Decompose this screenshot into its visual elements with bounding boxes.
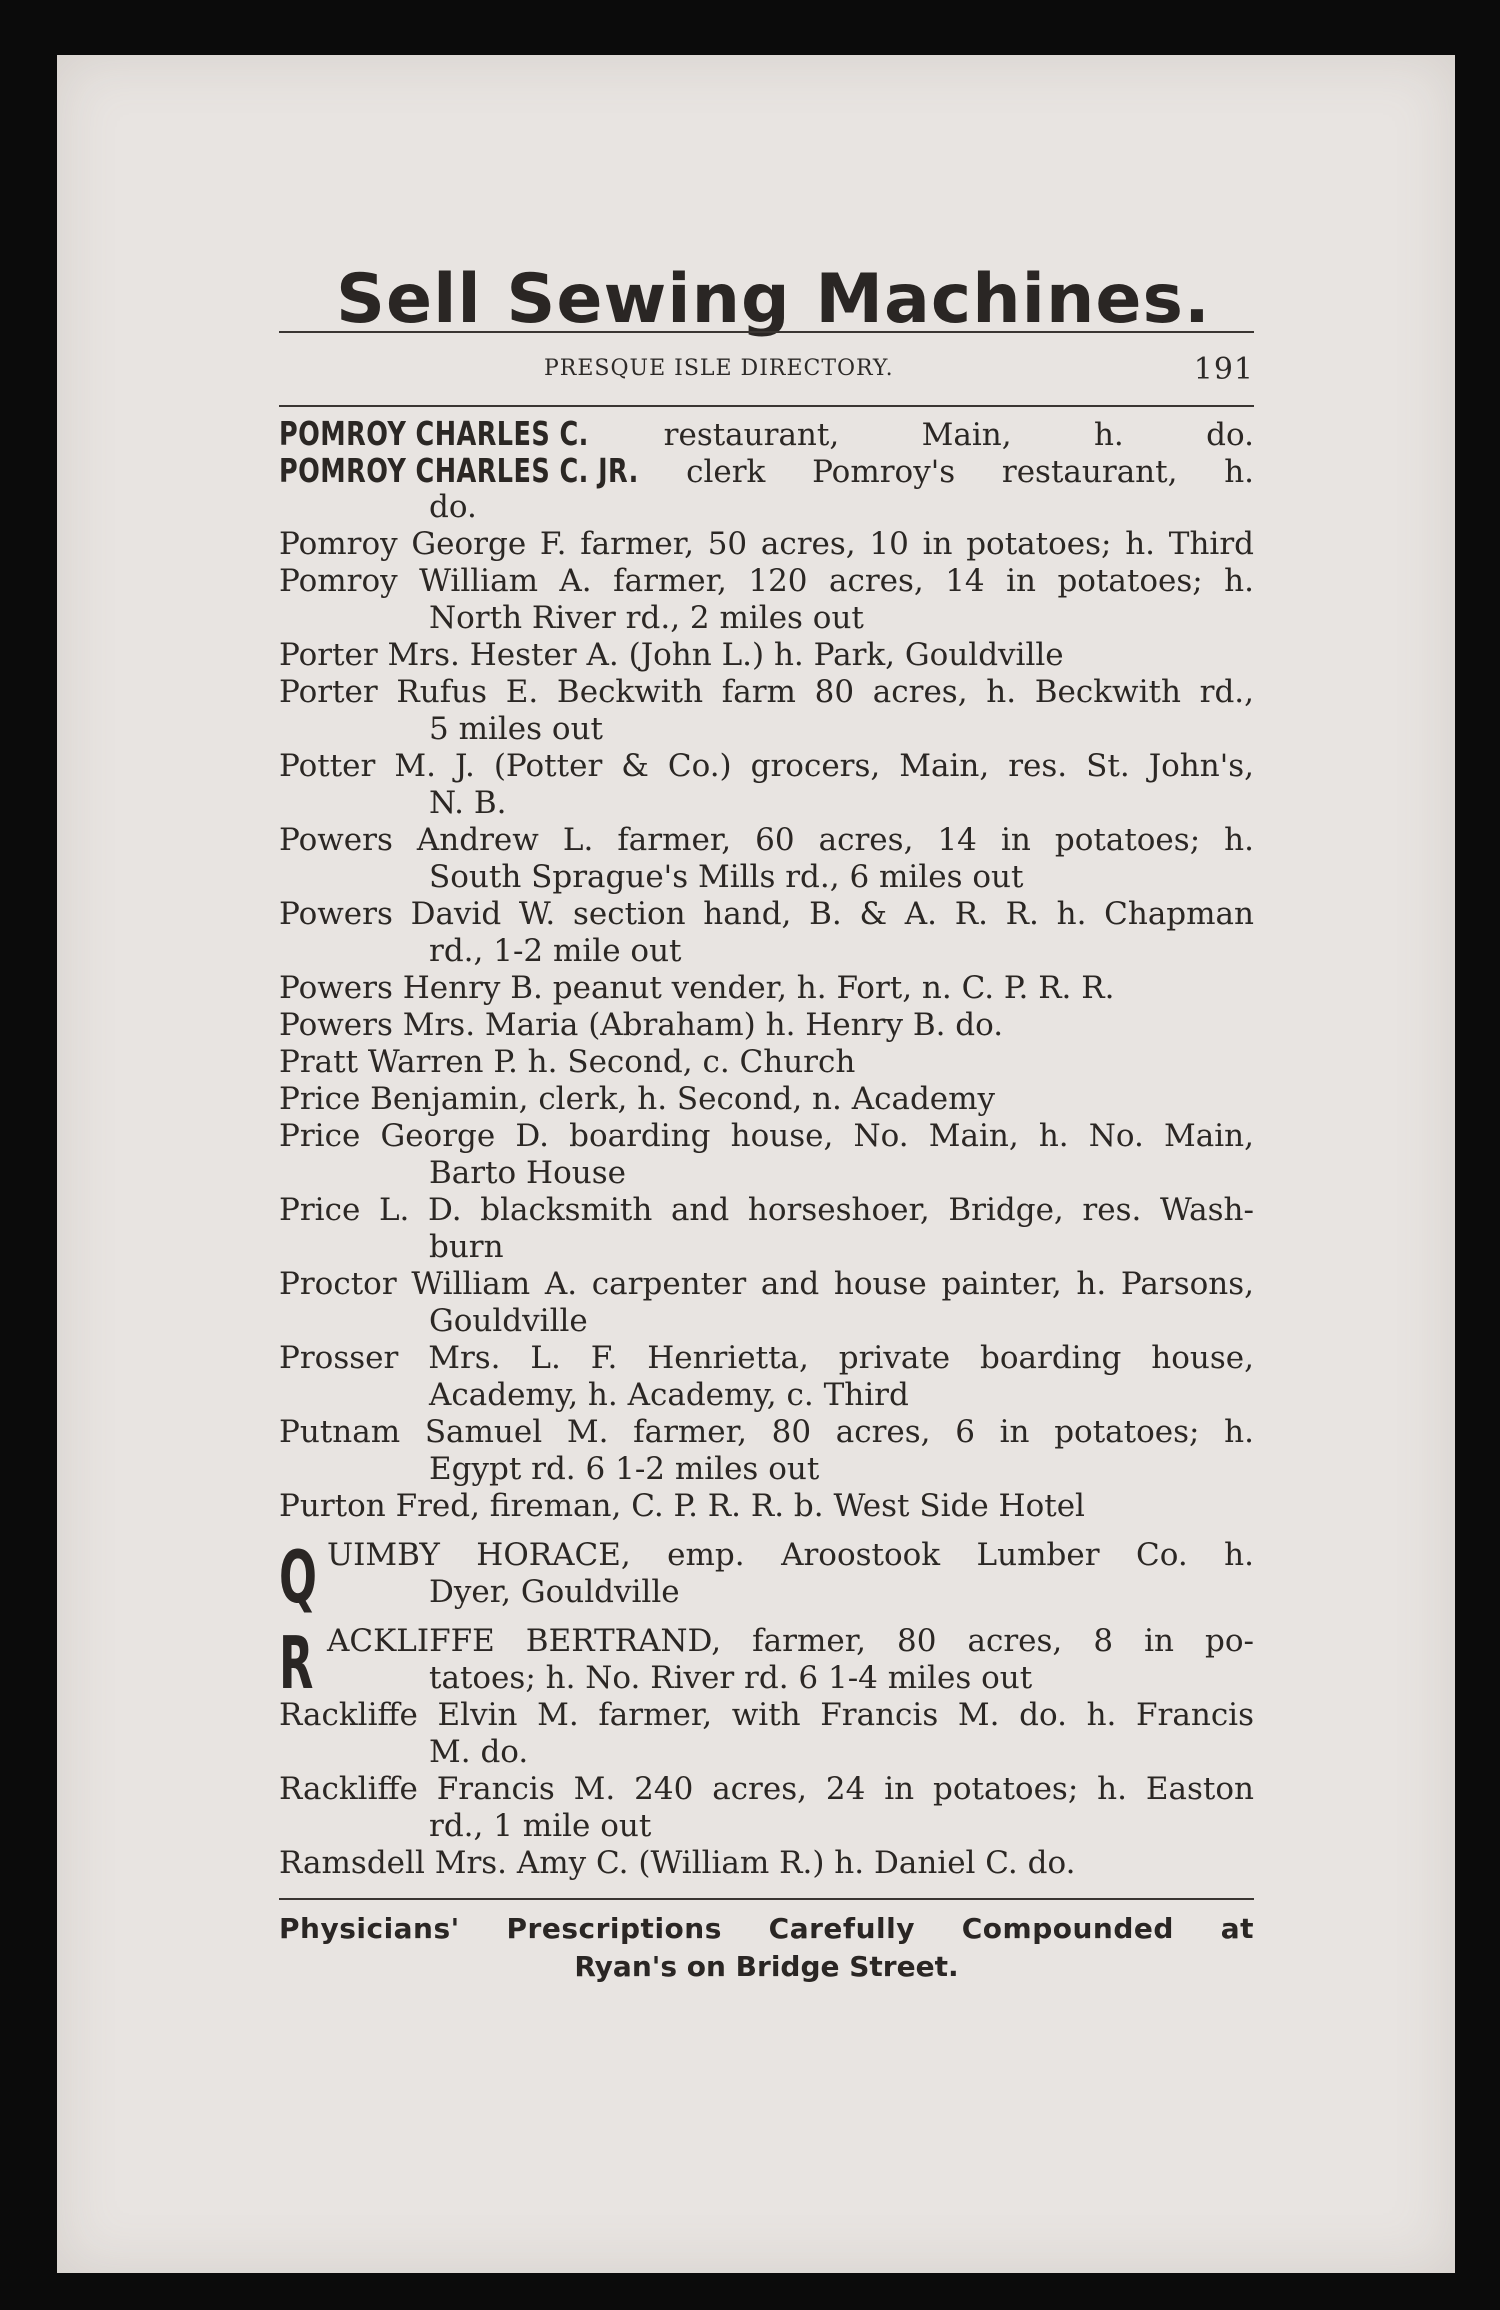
running-title: PRESQUE ISLE DIRECTORY. [544,356,894,381]
directory-entries [279,415,1254,1882]
directory-entry [279,1266,1254,1340]
running-head-rule [279,405,1254,407]
entry-text: Price George D. boarding house, No. Main, h. No. Main, [279,1118,1254,1154]
directory-entry [279,1081,1254,1118]
entry-name-bold: POMROY CHARLES C. [279,415,589,452]
entry-continuation: South Sprague's Mills rd., 6 miles out [429,859,1024,895]
entry-continuation: N. B. [429,785,507,821]
entry-continuation: 5 miles out [429,711,603,747]
entry-text: restaurant, Main, h. do. [663,417,1254,452]
directory-entry [279,637,1254,674]
drop-capital: R [279,1621,314,1705]
entry-text: Porter Mrs. Hester A. (John L.) h. Park, Gouldville [279,637,1064,673]
entry-text: Pomroy William A. farmer, 120 acres, 14 in potatoes; h. [279,563,1254,599]
footer-ad-line2: Ryan's on Bridge Street. [574,1950,959,1983]
entry-text: Pratt Warren P. h. Second, c. Church [279,1044,856,1080]
directory-entry [279,1340,1254,1414]
entry-continuation: burn [429,1229,504,1265]
entry-text: Ramsdell Mrs. Amy C. (William R.) h. Daniel C. do. [279,1845,1076,1881]
directory-entry [279,1771,1254,1845]
entry-text: Powers David W. section hand, B. & A. R. R. h. Chapman [279,896,1254,932]
directory-entry [279,415,1254,452]
header-rule [279,331,1254,333]
entry-text: Porter Rufus E. Beckwith farm 80 acres, h. Beckwith rd., [279,674,1254,710]
entry-text: Potter M. J. (Potter & Co.) grocers, Main, res. St. John's, [279,748,1254,784]
entry-continuation: rd., 1 mile out [429,1808,652,1844]
entry-text: Powers Andrew L. farmer, 60 acres, 14 in potatoes; h. [279,822,1254,858]
entry-text: UIMBY HORACE, emp. Aroostook Lumber Co. h. [327,1537,1254,1573]
entry-continuation: Gouldville [429,1303,588,1339]
directory-entry [279,1192,1254,1266]
entry-text: clerk Pomroy's restaurant, h. [686,454,1254,489]
directory-entry [279,1488,1254,1525]
directory-entry [279,1414,1254,1488]
entry-continuation: rd., 1-2 mile out [429,933,682,969]
entry-text: Price Benjamin, clerk, h. Second, n. Academy [279,1081,996,1117]
directory-entry [279,1007,1254,1044]
drop-capital: Q [279,1535,317,1619]
entry-text: Rackliffe Elvin M. farmer, with Francis M. do. h. Francis [279,1697,1254,1733]
entry-text: Price L. D. blacksmith and horseshoer, Bridge, res. Wash- [279,1192,1254,1228]
entry-text: Pomroy George F. farmer, 50 acres, 10 in potatoes; h. Third [279,526,1254,562]
entry-text: Rackliffe Francis M. 240 acres, 24 in potatoes; h. Easton [279,1771,1254,1807]
footer-rule [279,1898,1254,1900]
entry-continuation: Academy, h. Academy, c. Third [429,1377,909,1413]
running-head [279,352,1254,388]
entry-continuation: M. do. [429,1734,529,1770]
entry-continuation: do. [429,489,477,525]
entry-text: Powers Mrs. Maria (Abraham) h. Henry B. do. [279,1007,1004,1043]
directory-entry [279,563,1254,637]
dropcap-entry [279,1621,1254,1705]
directory-page [57,55,1455,2273]
dropcap-entry [279,1535,1254,1619]
directory-entry [279,896,1254,970]
entry-text: Purton Fred, fireman, C. P. R. R. b. West Side Hotel [279,1488,1085,1524]
directory-entry [279,970,1254,1007]
entry-continuation: North River rd., 2 miles out [429,600,864,636]
entry-text: Prosser Mrs. L. F. Henrietta, private boarding house, [279,1340,1254,1376]
directory-entry [279,526,1254,563]
entry-continuation: Barto House [429,1155,626,1191]
directory-entry [279,452,1254,526]
entry-continuation: Egypt rd. 6 1-2 miles out [429,1451,820,1487]
directory-entry [279,1845,1254,1882]
entry-continuation: tatoes; h. No. River rd. 6 1-4 miles out [429,1660,1033,1696]
entry-text: Powers Henry B. peanut vender, h. Fort, n. C. P. R. R. [279,970,1115,1006]
footer-ad-line1: Physicians' Prescriptions Carefully Compounded at [279,1912,1254,1945]
directory-entry [279,1118,1254,1192]
entry-text: ACKLIFFE BERTRAND, farmer, 80 acres, 8 in po- [327,1623,1254,1659]
entry-continuation: Dyer, Gouldville [429,1574,680,1610]
entry-name-bold: POMROY CHARLES C. JR. [279,452,639,489]
entry-text: Putnam Samuel M. farmer, 80 acres, 6 in potatoes; h. [279,1414,1254,1450]
page-number: 191 [1193,352,1254,387]
entry-text: Proctor William A. carpenter and house painter, h. Parsons, [279,1266,1254,1302]
directory-entry [279,822,1254,896]
directory-entry [279,1697,1254,1771]
directory-entry [279,1044,1254,1081]
directory-entry [279,748,1254,822]
header-advertisement: Sell Sewing Machines. [336,260,1211,339]
footer-advertisement [279,1910,1254,1986]
directory-entry [279,674,1254,748]
